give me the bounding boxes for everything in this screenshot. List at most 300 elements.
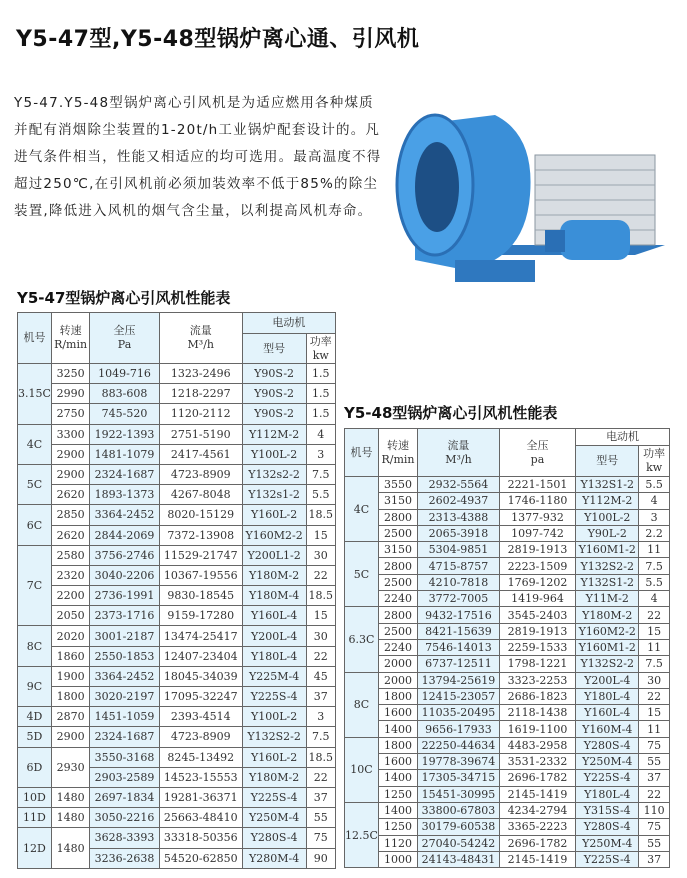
col3-cell: 7372-13908 xyxy=(159,525,242,545)
power-cell: 15 xyxy=(639,623,670,639)
power-cell: 7.5 xyxy=(639,656,670,672)
col3-cell: 2819-1913 xyxy=(499,623,575,639)
col3-cell: 17095-32247 xyxy=(159,687,242,707)
col3-cell: 25663-48410 xyxy=(159,808,242,828)
table-row xyxy=(18,646,336,666)
power-cell: 22 xyxy=(306,767,336,787)
power-cell: 37 xyxy=(306,787,336,807)
model-cell: Y112M-2 xyxy=(242,424,306,444)
power-cell: 37 xyxy=(639,851,670,867)
table-row xyxy=(345,705,670,721)
model-cell: Y280S-4 xyxy=(242,828,306,848)
model-cell: Y100L-2 xyxy=(242,444,306,464)
col3-cell: 13474-25417 xyxy=(159,626,242,646)
table48-title: Y5-48型锅炉离心引风机性能表 xyxy=(344,404,558,422)
machine-no-cell: 6.3C xyxy=(345,607,379,672)
model-cell: Y132S2-2 xyxy=(242,727,306,747)
col3-cell: 2393-4514 xyxy=(159,707,242,727)
speed-cell: 1800 xyxy=(378,737,417,753)
col2-cell: 4715-8757 xyxy=(418,558,500,574)
col2-cell: 22250-44634 xyxy=(418,737,500,753)
power-cell: 18.5 xyxy=(306,586,336,606)
speed-cell: 3150 xyxy=(378,493,417,509)
model-cell: Y160M-4 xyxy=(576,721,639,737)
col2-cell: 2373-1716 xyxy=(90,606,160,626)
header-flow: 流量 M³/h xyxy=(159,313,242,364)
power-cell: 45 xyxy=(306,666,336,686)
col3-cell: 4723-8909 xyxy=(159,727,242,747)
speed-cell: 2320 xyxy=(51,565,89,585)
table-row xyxy=(18,364,336,384)
power-cell: 75 xyxy=(306,828,336,848)
speed-cell: 2500 xyxy=(378,525,417,541)
speed-cell: 1400 xyxy=(378,770,417,786)
speed-cell: 2000 xyxy=(378,672,417,688)
model-cell: Y180M-2 xyxy=(242,767,306,787)
speed-cell: 2240 xyxy=(378,639,417,655)
col3-cell: 2223-1509 xyxy=(499,558,575,574)
col2-cell: 2736-1991 xyxy=(90,586,160,606)
col3-cell: 1798-1221 xyxy=(499,656,575,672)
col3-cell: 1419-964 xyxy=(499,591,575,607)
speed-cell: 2850 xyxy=(51,505,89,525)
table-row xyxy=(18,404,336,424)
speed-cell: 2500 xyxy=(378,574,417,590)
table-row xyxy=(345,623,670,639)
power-cell: 55 xyxy=(306,808,336,828)
table-row xyxy=(18,464,336,484)
model-cell: Y225S-4 xyxy=(576,770,639,786)
power-cell: 15 xyxy=(306,606,336,626)
speed-cell: 3250 xyxy=(51,364,89,384)
table-row xyxy=(18,545,336,565)
power-cell: 7.5 xyxy=(639,558,670,574)
col2-cell: 2932-5564 xyxy=(418,477,500,493)
table-row xyxy=(18,384,336,404)
col3-cell: 4723-8909 xyxy=(159,464,242,484)
col2-cell: 745-520 xyxy=(90,404,160,424)
speed-cell: 1250 xyxy=(378,786,417,802)
model-cell: Y280S-4 xyxy=(576,819,639,835)
speed-cell: 2870 xyxy=(51,707,89,727)
model-cell: Y90S-2 xyxy=(242,384,306,404)
power-cell: 5.5 xyxy=(306,485,336,505)
col3-cell: 12407-23404 xyxy=(159,646,242,666)
power-cell: 3 xyxy=(639,509,670,525)
machine-no-cell: 12.5C xyxy=(345,802,379,867)
model-cell: Y90S-2 xyxy=(242,364,306,384)
machine-no-cell: 10D xyxy=(18,787,52,807)
col2-cell: 2602-4937 xyxy=(418,493,500,509)
model-cell: Y100L-2 xyxy=(576,509,639,525)
machine-no-cell: 12D xyxy=(18,828,52,868)
machine-no-cell: 4D xyxy=(18,707,52,727)
power-cell: 110 xyxy=(639,802,670,818)
power-cell: 30 xyxy=(639,672,670,688)
header-model: 型号 xyxy=(576,446,639,477)
table-row xyxy=(345,786,670,802)
model-cell: Y160L-2 xyxy=(242,505,306,525)
table-row xyxy=(345,477,670,493)
speed-cell: 1400 xyxy=(378,802,417,818)
machine-no-cell: 5C xyxy=(18,464,52,504)
col2-cell: 12415-23057 xyxy=(418,688,500,704)
power-cell: 30 xyxy=(306,626,336,646)
col2-cell: 2903-2589 xyxy=(90,767,160,787)
speed-cell: 3300 xyxy=(51,424,89,444)
col2-cell: 1049-716 xyxy=(90,364,160,384)
model-cell: Y132s2-2 xyxy=(242,464,306,484)
col3-cell: 9830-18545 xyxy=(159,586,242,606)
col2-cell: 9656-17933 xyxy=(418,721,500,737)
power-cell: 4 xyxy=(639,591,670,607)
header-motor: 电动机 xyxy=(576,429,670,446)
model-cell: Y90L-2 xyxy=(576,525,639,541)
model-cell: Y112M-2 xyxy=(576,493,639,509)
table-row xyxy=(18,687,336,707)
col3-cell: 3531-2332 xyxy=(499,754,575,770)
model-cell: Y250M-4 xyxy=(576,835,639,851)
model-cell: Y225S-4 xyxy=(242,687,306,707)
machine-no-cell: 6C xyxy=(18,505,52,545)
model-cell: Y160M2-2 xyxy=(242,525,306,545)
col3-cell: 2221-1501 xyxy=(499,477,575,493)
speed-cell: 1480 xyxy=(51,787,89,807)
col2-cell: 1451-1059 xyxy=(90,707,160,727)
model-cell: Y132S1-2 xyxy=(576,477,639,493)
col3-cell: 2819-1913 xyxy=(499,542,575,558)
header-power: 功率 kw xyxy=(639,446,670,477)
machine-no-cell: 5C xyxy=(345,542,379,607)
power-cell: 11 xyxy=(639,542,670,558)
speed-cell: 2930 xyxy=(51,747,89,787)
col3-cell: 1746-1180 xyxy=(499,493,575,509)
speed-cell: 1900 xyxy=(51,666,89,686)
table-row xyxy=(345,574,670,590)
model-cell: Y250M-4 xyxy=(242,808,306,828)
model-cell: Y280M-4 xyxy=(242,848,306,868)
col3-cell: 2118-1438 xyxy=(499,705,575,721)
model-cell: Y160M2-2 xyxy=(576,623,639,639)
col3-cell: 3365-2223 xyxy=(499,819,575,835)
power-cell: 2.2 xyxy=(639,525,670,541)
table-row xyxy=(18,565,336,585)
table-row xyxy=(345,737,670,753)
y5-48-performance-table xyxy=(344,428,670,868)
table-row xyxy=(345,721,670,737)
power-cell: 1.5 xyxy=(306,384,336,404)
header-no: 机号 xyxy=(345,429,379,477)
col3-cell: 2686-1823 xyxy=(499,688,575,704)
col2-cell: 6737-12511 xyxy=(418,656,500,672)
speed-cell: 1400 xyxy=(378,721,417,737)
col2-cell: 2065-3918 xyxy=(418,525,500,541)
power-cell: 55 xyxy=(639,835,670,851)
machine-no-cell: 8C xyxy=(345,672,379,737)
table-row xyxy=(18,707,336,727)
table-row xyxy=(18,586,336,606)
model-cell: Y225S-4 xyxy=(576,851,639,867)
col3-cell: 1120-2112 xyxy=(159,404,242,424)
power-cell: 5.5 xyxy=(639,477,670,493)
col3-cell: 2751-5190 xyxy=(159,424,242,444)
machine-no-cell: 11D xyxy=(18,808,52,828)
speed-cell: 1600 xyxy=(378,754,417,770)
model-cell: Y160M1-2 xyxy=(576,639,639,655)
col2-cell: 3756-2746 xyxy=(90,545,160,565)
header-speed: 转速 R/min xyxy=(378,429,417,477)
col3-cell: 19281-36371 xyxy=(159,787,242,807)
model-cell: Y200L-4 xyxy=(576,672,639,688)
power-cell: 11 xyxy=(639,721,670,737)
power-cell: 7.5 xyxy=(306,464,336,484)
col2-cell: 3628-3393 xyxy=(90,828,160,848)
speed-cell: 2800 xyxy=(378,558,417,574)
machine-no-cell: 8C xyxy=(18,626,52,666)
model-cell: Y225M-4 xyxy=(242,666,306,686)
col3-cell: 1377-932 xyxy=(499,509,575,525)
table-row xyxy=(345,802,670,818)
power-cell: 4 xyxy=(306,424,336,444)
col2-cell: 4210-7818 xyxy=(418,574,500,590)
speed-cell: 1860 xyxy=(51,646,89,666)
table47-title: Y5-47型锅炉离心引风机性能表 xyxy=(17,289,231,307)
table-row xyxy=(18,606,336,626)
col3-cell: 2145-1419 xyxy=(499,851,575,867)
power-cell: 3 xyxy=(306,444,336,464)
model-cell: Y100L-2 xyxy=(242,707,306,727)
speed-cell: 2200 xyxy=(51,586,89,606)
speed-cell: 1800 xyxy=(51,687,89,707)
model-cell: Y180M-2 xyxy=(576,607,639,623)
table-row xyxy=(18,808,336,828)
col3-cell: 11529-21747 xyxy=(159,545,242,565)
model-cell: Y132s1-2 xyxy=(242,485,306,505)
col2-cell: 1481-1079 xyxy=(90,444,160,464)
page-title: Y5-47型,Y5-48型锅炉离心通、引风机 xyxy=(16,27,420,52)
power-cell: 37 xyxy=(639,770,670,786)
speed-cell: 2000 xyxy=(378,656,417,672)
col2-cell: 883-608 xyxy=(90,384,160,404)
col2-cell: 24143-48431 xyxy=(418,851,500,867)
machine-no-cell: 4C xyxy=(345,477,379,542)
col2-cell: 5304-9851 xyxy=(418,542,500,558)
speed-cell: 3150 xyxy=(378,542,417,558)
model-cell: Y180L-4 xyxy=(242,646,306,666)
col2-cell: 33800-67803 xyxy=(418,802,500,818)
model-cell: Y315S-4 xyxy=(576,802,639,818)
table-row xyxy=(18,828,336,848)
header-flow: 流量 M³/h xyxy=(418,429,500,477)
table-row xyxy=(18,747,336,767)
col2-cell: 9432-17516 xyxy=(418,607,500,623)
col2-cell: 17305-34715 xyxy=(418,770,500,786)
speed-cell: 2580 xyxy=(51,545,89,565)
table-row xyxy=(345,607,670,623)
col3-cell: 1218-2297 xyxy=(159,384,242,404)
col3-cell: 14523-15553 xyxy=(159,767,242,787)
machine-no-cell: 10C xyxy=(345,737,379,802)
speed-cell: 2500 xyxy=(378,623,417,639)
col3-cell: 9159-17280 xyxy=(159,606,242,626)
col2-cell: 30179-60538 xyxy=(418,819,500,835)
speed-cell: 2990 xyxy=(51,384,89,404)
col2-cell: 3364-2452 xyxy=(90,505,160,525)
col2-cell: 3550-3168 xyxy=(90,747,160,767)
speed-cell: 1800 xyxy=(378,688,417,704)
machine-no-cell: 5D xyxy=(18,727,52,747)
machine-no-cell: 6D xyxy=(18,747,52,787)
power-cell: 75 xyxy=(639,819,670,835)
header-pressure: 全压 pa xyxy=(499,429,575,477)
col2-cell: 3236-2638 xyxy=(90,848,160,868)
col2-cell: 11035-20495 xyxy=(418,705,500,721)
table-row xyxy=(345,639,670,655)
power-cell: 22 xyxy=(639,786,670,802)
table-row xyxy=(18,505,336,525)
table-row xyxy=(18,444,336,464)
power-cell: 22 xyxy=(639,688,670,704)
speed-cell: 2020 xyxy=(51,626,89,646)
col2-cell: 15451-30995 xyxy=(418,786,500,802)
table-row xyxy=(18,727,336,747)
col2-cell: 2324-1687 xyxy=(90,464,160,484)
machine-no-cell: 4C xyxy=(18,424,52,464)
header-motor: 电动机 xyxy=(242,313,335,334)
col3-cell: 2259-1533 xyxy=(499,639,575,655)
header-no: 机号 xyxy=(18,313,52,364)
speed-cell: 2620 xyxy=(51,525,89,545)
table-row xyxy=(345,770,670,786)
model-cell: Y180M-4 xyxy=(242,586,306,606)
power-cell: 3 xyxy=(306,707,336,727)
col3-cell: 8245-13492 xyxy=(159,747,242,767)
speed-cell: 2750 xyxy=(51,404,89,424)
col2-cell: 19778-39674 xyxy=(418,754,500,770)
col2-cell: 3364-2452 xyxy=(90,666,160,686)
col2-cell: 3772-7005 xyxy=(418,591,500,607)
power-cell: 37 xyxy=(306,687,336,707)
speed-cell: 2620 xyxy=(51,485,89,505)
col2-cell: 8421-15639 xyxy=(418,623,500,639)
table-row xyxy=(345,509,670,525)
col3-cell: 1619-1100 xyxy=(499,721,575,737)
model-cell: Y160L-4 xyxy=(242,606,306,626)
table-row xyxy=(345,754,670,770)
header-pressure: 全压 Pa xyxy=(90,313,160,364)
col3-cell: 3323-2253 xyxy=(499,672,575,688)
speed-cell: 2800 xyxy=(378,509,417,525)
col2-cell: 2313-4388 xyxy=(418,509,500,525)
table-row xyxy=(18,666,336,686)
speed-cell: 2900 xyxy=(51,727,89,747)
power-cell: 75 xyxy=(639,737,670,753)
col3-cell: 1323-2496 xyxy=(159,364,242,384)
fan-product-image xyxy=(385,95,675,295)
model-cell: Y132S2-2 xyxy=(576,558,639,574)
col3-cell: 8020-15129 xyxy=(159,505,242,525)
speed-cell: 1600 xyxy=(378,705,417,721)
speed-cell: 3550 xyxy=(378,477,417,493)
speed-cell: 2900 xyxy=(51,464,89,484)
model-cell: Y200L-4 xyxy=(242,626,306,646)
model-cell: Y180L-4 xyxy=(576,786,639,802)
y5-47-performance-table xyxy=(17,312,336,869)
table-row xyxy=(18,525,336,545)
header-speed: 转速 R/min xyxy=(51,313,89,364)
model-cell: Y160L-2 xyxy=(242,747,306,767)
table-row xyxy=(345,525,670,541)
header-model: 型号 xyxy=(242,334,306,364)
power-cell: 11 xyxy=(639,639,670,655)
speed-cell: 1000 xyxy=(378,851,417,867)
power-cell: 1.5 xyxy=(306,404,336,424)
table-row xyxy=(345,672,670,688)
model-cell: Y200L1-2 xyxy=(242,545,306,565)
col2-cell: 27040-54242 xyxy=(418,835,500,851)
intro-paragraph: Y5-47.Y5-48型锅炉离心引风机是为适应燃用各种煤质并配有消烟除尘装置的1-20t/h工业锅炉配套设计的。凡进气条件相当，性能又相适应的均可选用。最高温度不得超过250℃,在引风机前必须加装效率不低于85%的除尘装置,降低进入风机的烟气含尘量，以利提高风机寿命。 xyxy=(14,95,382,219)
col2-cell: 1893-1373 xyxy=(90,485,160,505)
power-cell: 7.5 xyxy=(306,727,336,747)
col3-cell: 10367-19556 xyxy=(159,565,242,585)
table-row xyxy=(345,591,670,607)
power-cell: 55 xyxy=(639,754,670,770)
col3-cell: 3545-2403 xyxy=(499,607,575,623)
col2-cell: 3050-2216 xyxy=(90,808,160,828)
model-cell: Y225S-4 xyxy=(242,787,306,807)
col3-cell: 2145-1419 xyxy=(499,786,575,802)
model-cell: Y160L-4 xyxy=(576,705,639,721)
table-row xyxy=(18,626,336,646)
speed-cell: 1480 xyxy=(51,808,89,828)
col2-cell: 2844-2069 xyxy=(90,525,160,545)
power-cell: 90 xyxy=(306,848,336,868)
machine-no-cell: 9C xyxy=(18,666,52,706)
speed-cell: 2050 xyxy=(51,606,89,626)
model-cell: Y90S-2 xyxy=(242,404,306,424)
power-cell: 4 xyxy=(639,493,670,509)
col2-cell: 3001-2187 xyxy=(90,626,160,646)
col2-cell: 3040-2206 xyxy=(90,565,160,585)
table-row xyxy=(18,787,336,807)
speed-cell: 1250 xyxy=(378,819,417,835)
power-cell: 5.5 xyxy=(639,574,670,590)
header-power: 功率 kw xyxy=(306,334,336,364)
col3-cell: 4483-2958 xyxy=(499,737,575,753)
col3-cell: 4234-2794 xyxy=(499,802,575,818)
power-cell: 22 xyxy=(306,646,336,666)
table-row xyxy=(18,424,336,444)
power-cell: 22 xyxy=(306,565,336,585)
col2-cell: 2697-1834 xyxy=(90,787,160,807)
col2-cell: 13794-25619 xyxy=(418,672,500,688)
table-row xyxy=(18,485,336,505)
model-cell: Y180L-4 xyxy=(576,688,639,704)
col3-cell: 4267-8048 xyxy=(159,485,242,505)
power-cell: 22 xyxy=(639,607,670,623)
table-row xyxy=(345,493,670,509)
col2-cell: 2550-1853 xyxy=(90,646,160,666)
col3-cell: 1769-1202 xyxy=(499,574,575,590)
speed-cell: 2800 xyxy=(378,607,417,623)
power-cell: 1.5 xyxy=(306,364,336,384)
col2-cell: 7546-14013 xyxy=(418,639,500,655)
col3-cell: 1097-742 xyxy=(499,525,575,541)
col3-cell: 18045-34039 xyxy=(159,666,242,686)
power-cell: 15 xyxy=(639,705,670,721)
speed-cell: 2240 xyxy=(378,591,417,607)
table-row xyxy=(345,542,670,558)
